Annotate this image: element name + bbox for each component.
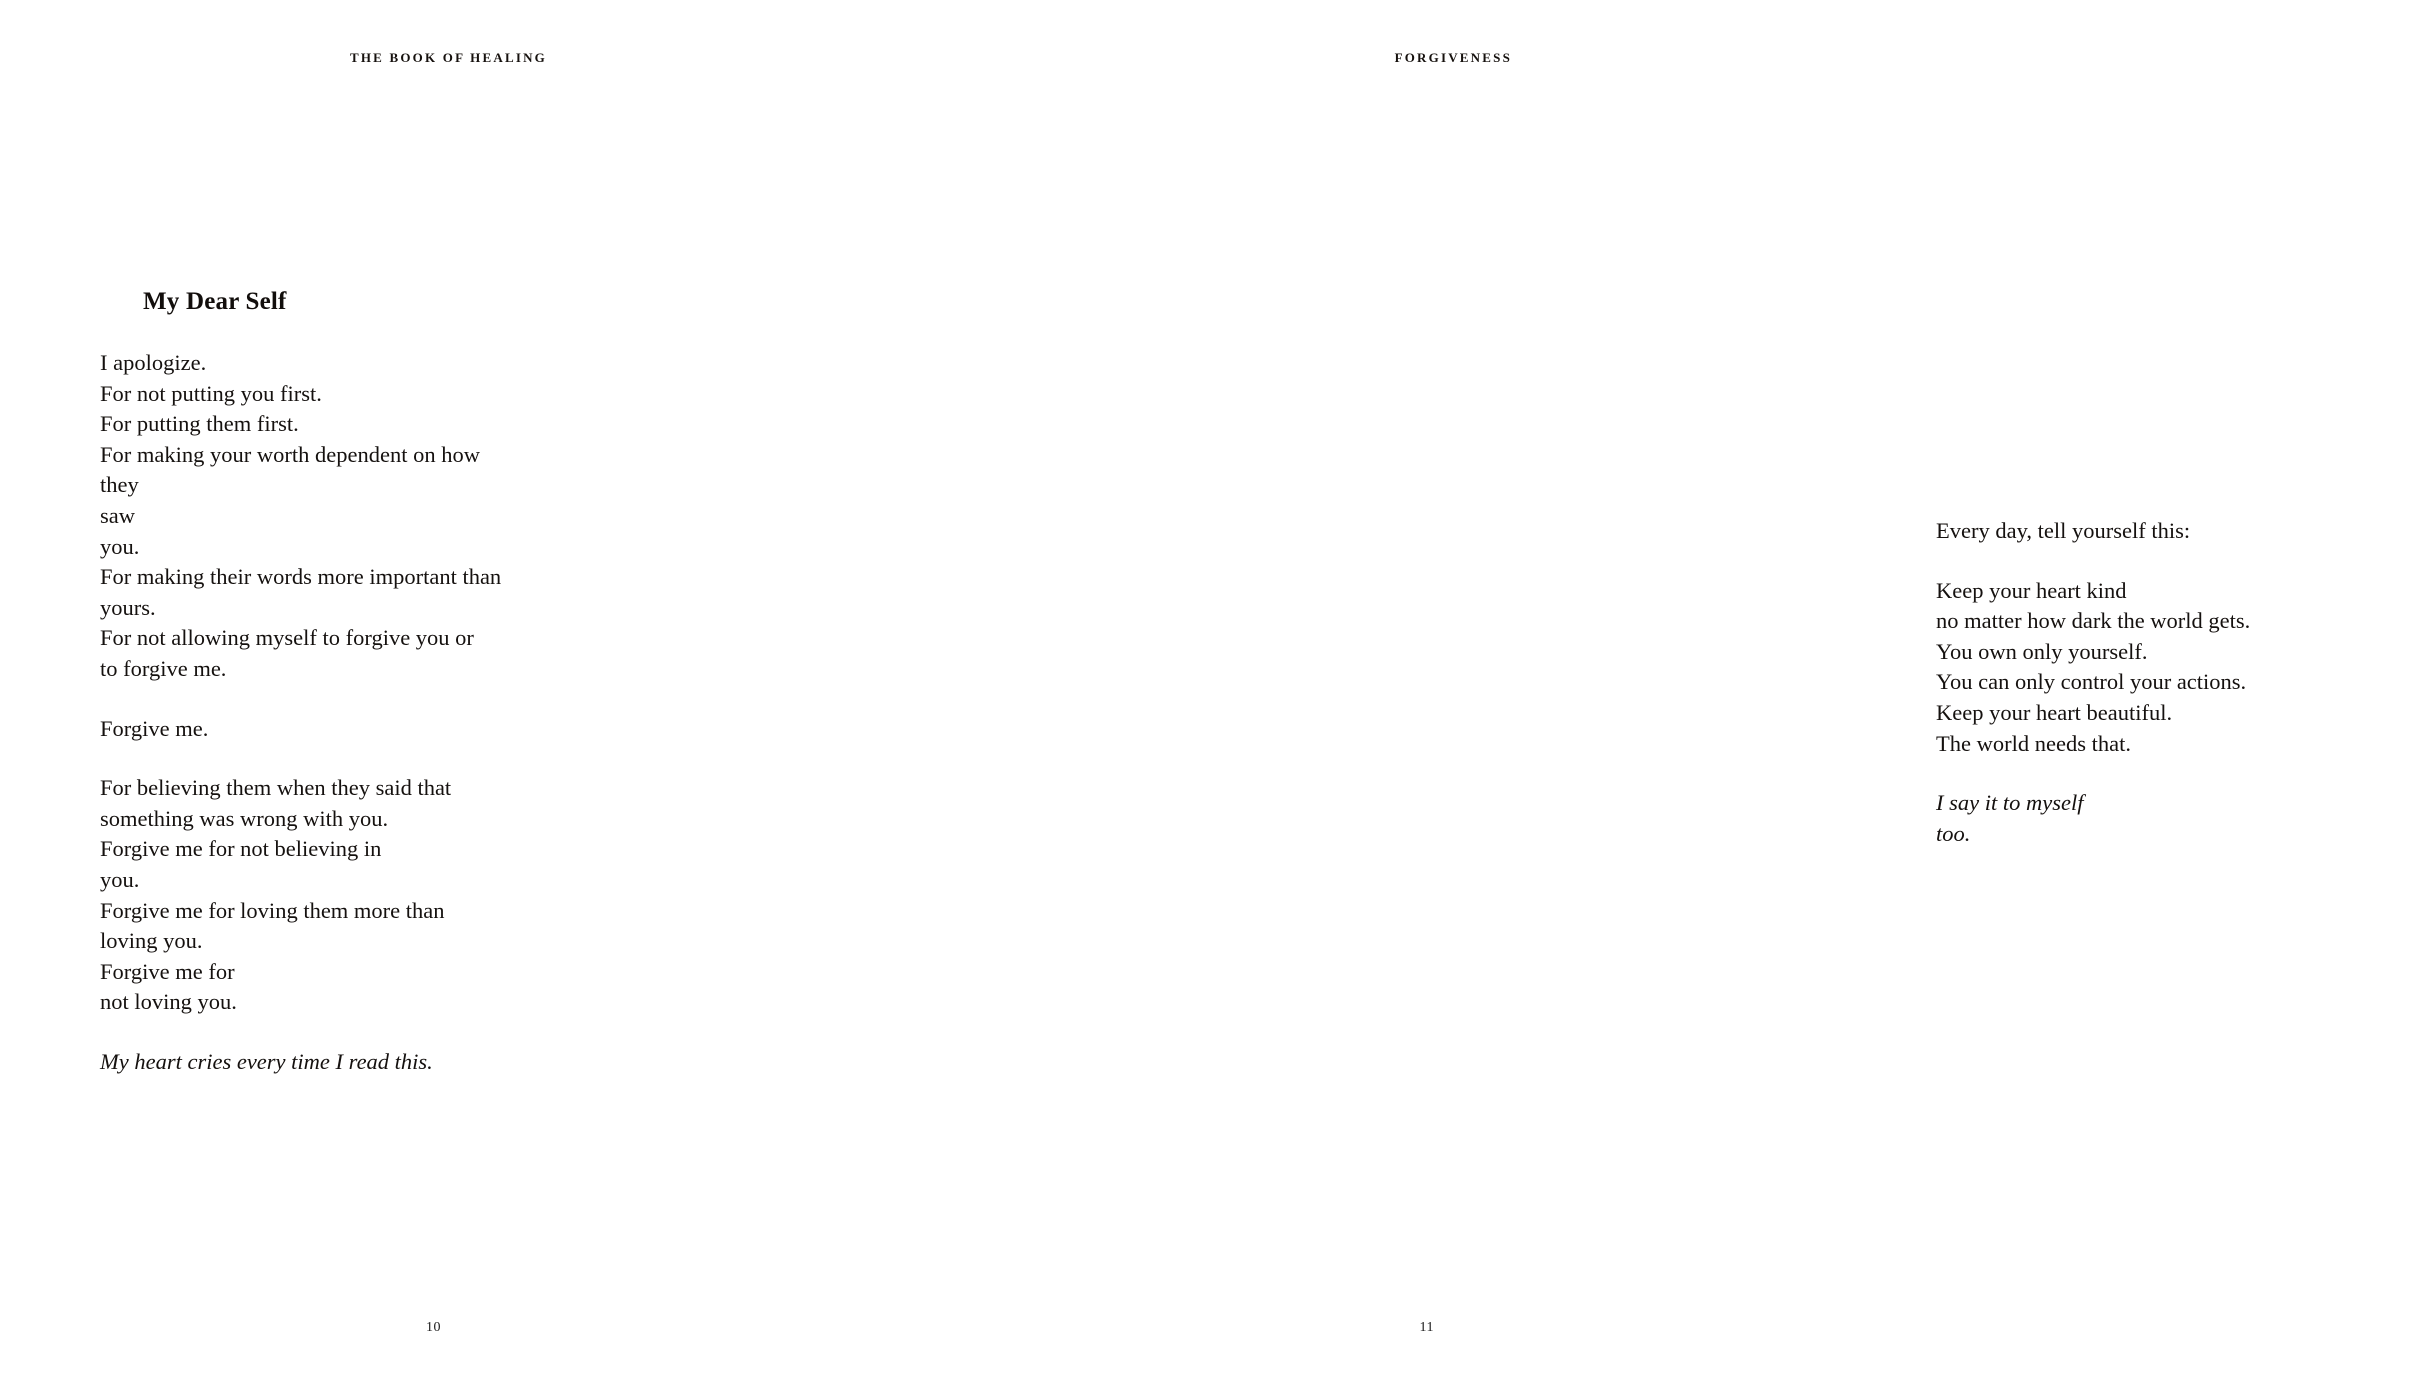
- poem-line: you.: [100, 533, 140, 559]
- poem-line: they: [100, 472, 139, 498]
- right-page-body: [1936, 516, 2416, 849]
- left-page-body: [100, 348, 620, 1077]
- poem-line: Every day, tell yourself this:: [1936, 518, 2191, 543]
- poem-line: For putting them first.: [100, 411, 299, 437]
- stanza: [1936, 788, 2416, 849]
- poem-line: Keep your heart beautiful.: [1936, 699, 2173, 725]
- poem-line: I say it to myself: [1936, 790, 2084, 816]
- poem-line: You can only control your actions.: [1936, 669, 2247, 695]
- poem-line: For making their words more important than: [100, 564, 502, 590]
- poem-line: My heart cries every time I read this.: [100, 1048, 433, 1074]
- poem-line: You own only yourself.: [1936, 638, 2148, 664]
- poem-line: Forgive me for not believing in: [100, 836, 382, 862]
- stanza: [100, 348, 620, 685]
- poem-line: no matter how dark the world gets.: [1936, 608, 2251, 634]
- poem-line: Keep your heart kind: [1936, 577, 2127, 603]
- running-head-book-title: THE BOOK OF HEALING: [350, 50, 547, 65]
- poem-line: For making your worth dependent on how: [100, 441, 480, 467]
- left-page: [0, 0, 931, 1396]
- poem-line: loving you.: [100, 928, 203, 954]
- poem-line: yours.: [100, 594, 156, 620]
- right-page: [931, 0, 2251, 1396]
- page-number-left: 10: [426, 1320, 441, 1335]
- poem-line: too.: [1936, 820, 1971, 846]
- page-number-right: 11: [1419, 1320, 1434, 1335]
- stanza: [100, 714, 620, 745]
- stanza: [1936, 516, 2416, 547]
- poem-line: something was wrong with you.: [100, 805, 389, 831]
- poem-line: For not allowing myself to forgive you or: [100, 625, 474, 651]
- poem-line: not loving you.: [100, 989, 237, 1015]
- stanza: [100, 773, 620, 1018]
- stanza: [100, 1047, 620, 1078]
- poem-line: For believing them when they said that: [100, 775, 452, 801]
- page-title: My Dear Self: [143, 288, 287, 315]
- poem-line: For not putting you first.: [100, 380, 322, 406]
- running-head-chapter-title: FORGIVENESS: [1394, 50, 1512, 65]
- poem-line: to forgive me.: [100, 655, 227, 681]
- stanza: [1936, 576, 2416, 760]
- poem-line: you.: [100, 866, 140, 892]
- poem-line: Forgive me.: [100, 715, 209, 741]
- poem-line: The world needs that.: [1936, 730, 2131, 756]
- poem-line: Forgive me for: [100, 958, 235, 984]
- poem-line: I apologize.: [100, 350, 207, 375]
- poem-line: saw: [100, 502, 135, 528]
- poem-line: Forgive me for loving them more than: [100, 897, 445, 923]
